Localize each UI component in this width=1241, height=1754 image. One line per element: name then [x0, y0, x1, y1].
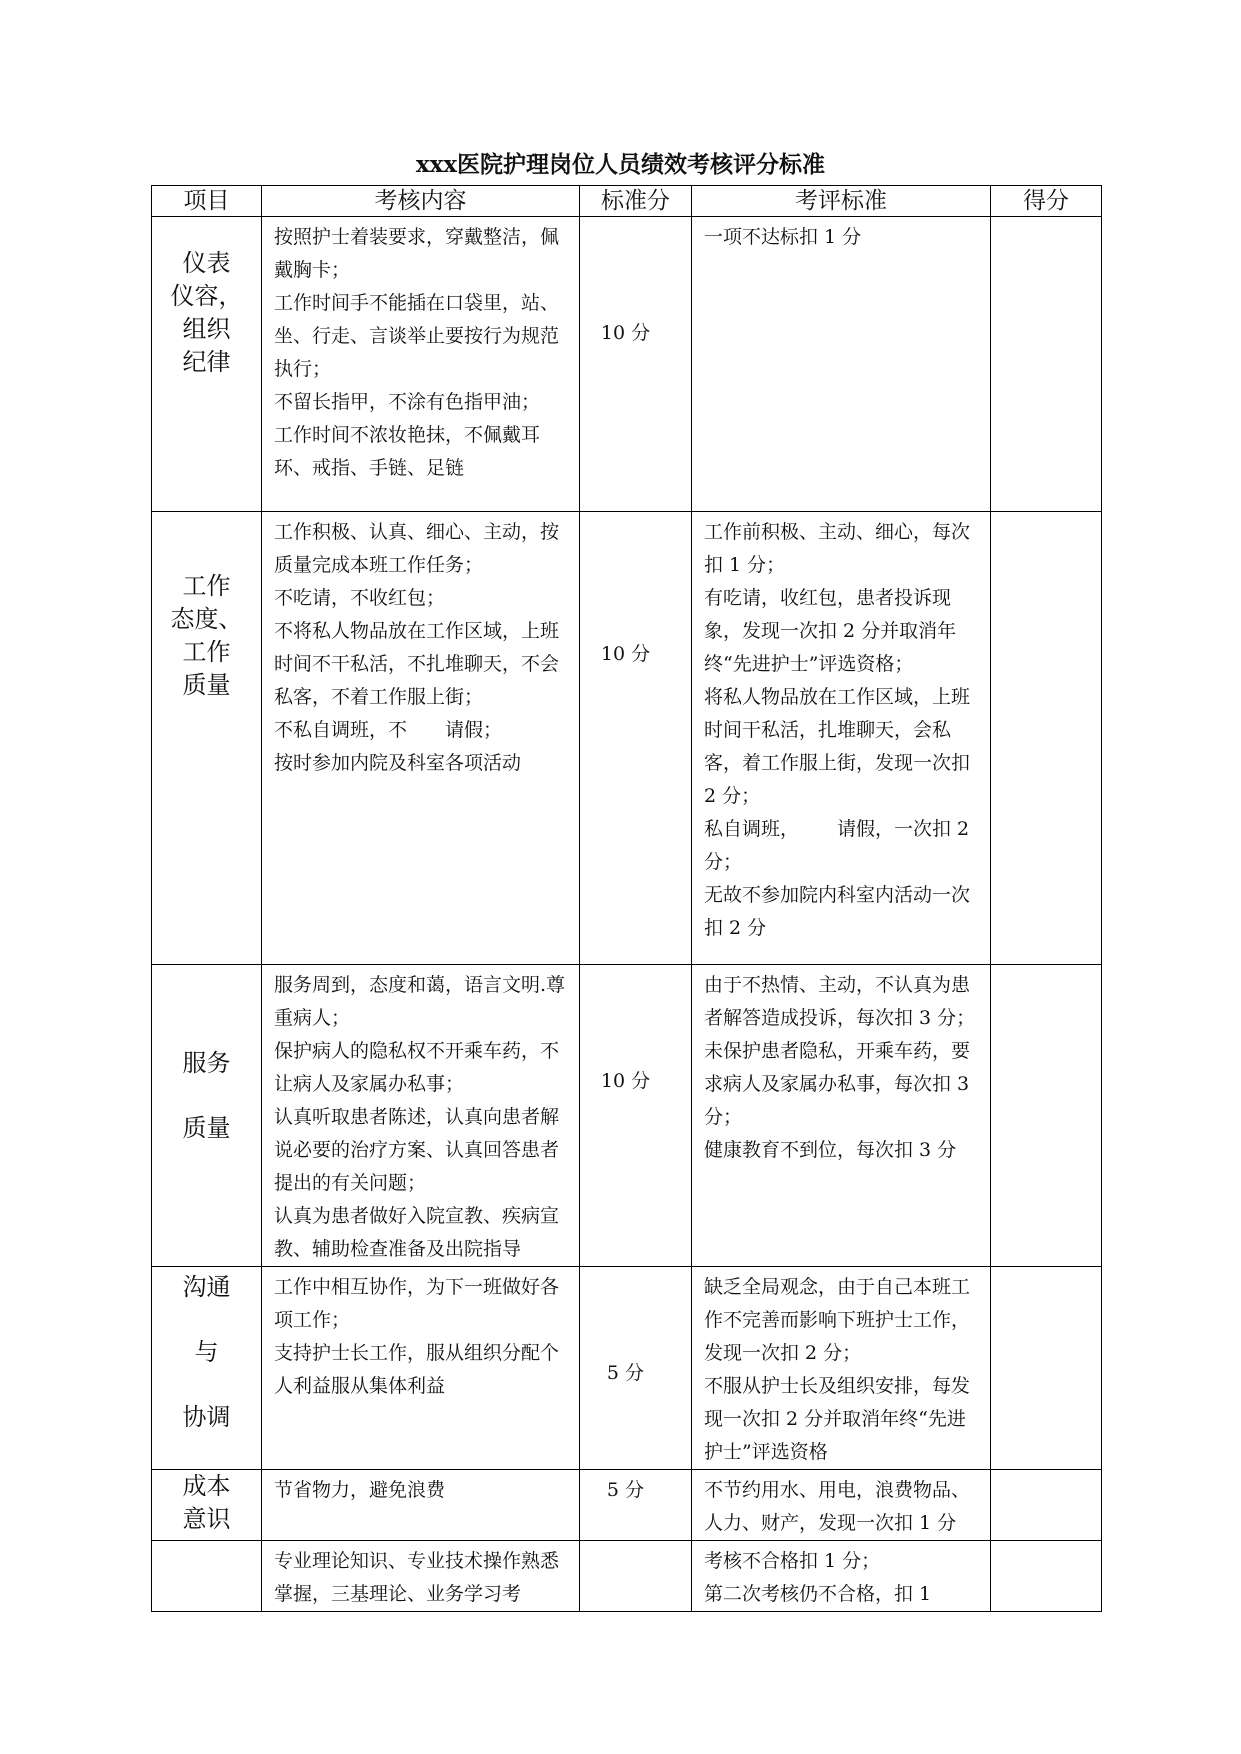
score-cell: 5 分: [580, 1470, 692, 1541]
table-row: [152, 1470, 1102, 1541]
content-line: 节省物力，避免浪费: [274, 1479, 446, 1501]
score-cell: 10 分: [580, 512, 692, 965]
criteria-cell: [692, 1541, 991, 1612]
item-line: 与: [194, 1338, 219, 1366]
criteria-line: 未保护患者隐私，开乘车药，要求病人及家属办私事，每次扣 3 分；: [704, 1040, 971, 1128]
got-cell: [991, 1470, 1102, 1541]
criteria-line: 第二次考核仍不合格，扣 1: [704, 1583, 932, 1605]
criteria-line: 健康教育不到位，每次扣 3 分: [704, 1139, 957, 1161]
item-line: 服务: [182, 1049, 231, 1077]
page-title: xxx医院护理岗位人员绩效考核评分标准: [415, 151, 826, 178]
criteria-fragment: 请假，一次扣 2 分；: [704, 818, 970, 873]
criteria-cell: [692, 512, 991, 965]
content-line: 保护病人的隐私权不开乘车药，不让病人及家属办私事；: [274, 1040, 560, 1095]
item-line: 意识: [182, 1505, 231, 1533]
content-fragment: 不私自调班，不: [274, 719, 408, 741]
table-row: [152, 512, 1102, 965]
content-line: 工作中相互协作，为下一班做好各项工作；: [274, 1276, 560, 1331]
criteria-line: 将私人物品放在工作区域，上班时间干私活，扎堆聊天，会私客，着工作服上街，发现一次扣 2 分；: [704, 686, 971, 807]
header-criteria: 考评标准: [692, 186, 991, 217]
content-fragment: 请假；: [445, 719, 503, 741]
criteria-line: 不服从护士长及组织安排，每发现一次扣 2 分并取消年终“先进护士”评选资格: [704, 1375, 971, 1463]
header-item: 项目: [152, 186, 262, 217]
item-cell: [152, 1541, 262, 1612]
criteria-line: 不节约用水、用电，浪费物品、人力、财产，发现一次扣 1 分: [704, 1479, 971, 1534]
content-line: 不将私人物品放在工作区域，上班时间不干私活，不扎堆聊天，不会私客，不着工作服上街；: [274, 620, 560, 708]
score-cell: [580, 1541, 692, 1612]
item-cell: [152, 1470, 262, 1541]
criteria-line: 一项不达标扣 1 分: [704, 226, 862, 248]
content-line: 认真听取患者陈述，认真向患者解说必要的治疗方案、认真回答患者提出的有关问题；: [274, 1106, 560, 1194]
content-line: 按照护士着装要求，穿戴整洁，佩戴胸卡；: [274, 226, 560, 281]
content-line: 工作时间手不能插在口袋里，站、坐、行走、言谈举止要按行为规范执行；: [274, 292, 560, 380]
content-cell: [262, 217, 580, 512]
criteria-cell: [692, 1470, 991, 1541]
content-line: [274, 714, 569, 747]
content-cell: [262, 512, 580, 965]
criteria-line: 考核不合格扣 1 分；: [704, 1550, 881, 1572]
table-header-row: [152, 186, 1102, 217]
content-line: 不留长指甲，不涂有色指甲油；: [274, 391, 541, 413]
content-line: 工作时间不浓妆艳抹，不佩戴耳环、戒指、手链、足链: [274, 424, 541, 479]
criteria-line: 无故不参加院内科室内活动一次扣 2 分: [704, 884, 971, 939]
item-line: 沟通: [182, 1273, 231, 1301]
criteria-cell: [692, 965, 991, 1267]
item-line: 态度、: [170, 605, 243, 633]
item-line: 质量: [182, 671, 231, 699]
content-line: 不吃请，不收红包；: [274, 587, 446, 609]
table-row: [152, 217, 1102, 512]
scoring-table: [151, 185, 1102, 1612]
got-cell: [991, 217, 1102, 512]
content-line: 按时参加内院及科室各项活动: [274, 752, 522, 774]
table-row: [152, 965, 1102, 1267]
content-cell: [262, 965, 580, 1267]
item-line: 组织: [182, 315, 231, 343]
content-cell: [262, 1267, 580, 1470]
item-cell: [152, 965, 262, 1267]
item-line: 协调: [182, 1403, 231, 1431]
item-line: 纪律: [182, 348, 231, 376]
item-line: 质量: [182, 1114, 231, 1142]
got-cell: [991, 965, 1102, 1267]
item-cell: [152, 217, 262, 512]
item-line: 成本: [182, 1472, 231, 1500]
header-got: 得分: [991, 186, 1102, 217]
criteria-cell: [692, 1267, 991, 1470]
got-cell: [991, 1541, 1102, 1612]
criteria-line: 缺乏全局观念，由于自己本班工作不完善而影响下班护士工作，发现一次扣 2 分；: [704, 1276, 971, 1364]
content-cell: [262, 1470, 580, 1541]
score-cell: 10 分: [580, 965, 692, 1267]
item-line: 仪容，: [170, 282, 243, 310]
criteria-line: [704, 813, 980, 879]
content-line: 专业理论知识、专业技术操作熟悉掌握，三基理论、业务学习考: [274, 1550, 560, 1605]
header-content: 考核内容: [262, 186, 580, 217]
criteria-cell: [692, 217, 991, 512]
item-line: 工作: [182, 572, 231, 600]
item-cell: [152, 1267, 262, 1470]
criteria-line: 由于不热情、主动，不认真为患者解答造成投诉，每次扣 3 分；: [704, 974, 976, 1029]
score-cell: 5 分: [580, 1267, 692, 1470]
got-cell: [991, 512, 1102, 965]
header-score: 标准分: [580, 186, 692, 217]
score-cell: 10 分: [580, 217, 692, 512]
got-cell: [991, 1267, 1102, 1470]
content-line: 认真为患者做好入院宣教、疾病宣教、辅助检查准备及出院指导: [274, 1205, 560, 1260]
item-line: 工作: [182, 638, 231, 666]
criteria-line: 有吃请，收红包，患者投诉现象，发现一次扣 2 分并取消年终“先进护士”评选资格；: [704, 587, 957, 675]
content-cell: [262, 1541, 580, 1612]
content-line: 支持护士长工作，服从组织分配个人利益服从集体利益: [274, 1342, 560, 1397]
content-line: 工作积极、认真、细心、主动，按质量完成本班工作任务；: [274, 521, 560, 576]
table-row: [152, 1267, 1102, 1470]
table-row: [152, 1541, 1102, 1612]
criteria-fragment: 私自调班，: [704, 818, 800, 840]
item-cell: [152, 512, 262, 965]
item-line: 仪表: [182, 249, 231, 277]
content-line: 服务周到，态度和蔼，语言文明.尊重病人；: [274, 974, 566, 1029]
criteria-line: 工作前积极、主动、细心，每次扣 1 分；: [704, 521, 971, 576]
